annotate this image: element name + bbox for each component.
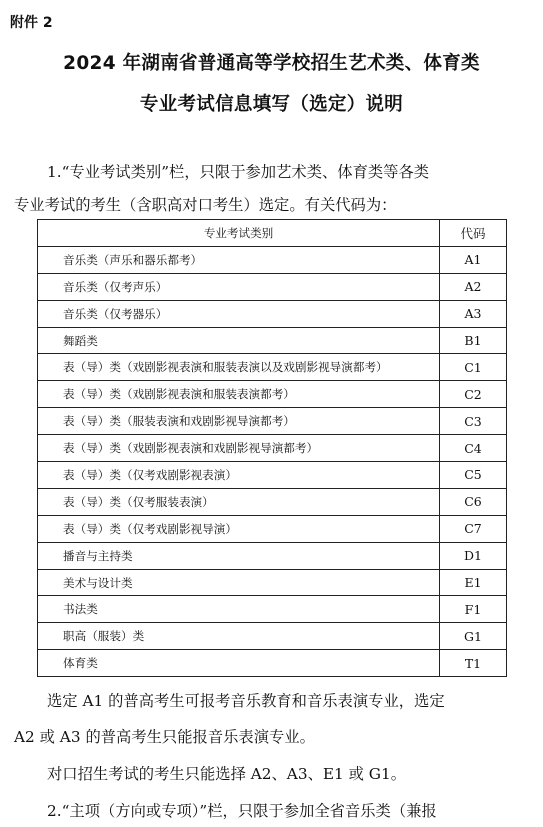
code-cell: C3 xyxy=(440,408,507,435)
paragraph-3: 对口招生考试的考生只能选择 A2、A3、E1 或 G1。 xyxy=(47,765,407,783)
paragraph-1-line-2: 专业考试的考生（含职高对口考生）选定。有关代码为： xyxy=(14,196,397,214)
paragraph-2-line-1: 选定 A1 的普高考生可报考音乐教育和音乐表演专业，选定 xyxy=(47,692,445,710)
table-row xyxy=(38,300,507,327)
code-cell: D1 xyxy=(440,542,507,569)
exam-category-table xyxy=(37,219,507,677)
code-cell: G1 xyxy=(440,623,507,650)
code-cell: C1 xyxy=(440,354,507,381)
code-cell: F1 xyxy=(440,596,507,623)
table-header-row xyxy=(38,220,507,247)
table-row xyxy=(38,542,507,569)
code-cell: A2 xyxy=(440,273,507,300)
table-body xyxy=(38,246,507,676)
table-row xyxy=(38,596,507,623)
document-title-line2: 专业考试信息填写（选定）说明 xyxy=(139,94,404,115)
category-cell: 音乐类（仅考器乐） xyxy=(38,300,440,327)
table-row xyxy=(38,462,507,489)
attachment-label: 附件 2 xyxy=(10,15,53,31)
table-row xyxy=(38,273,507,300)
code-cell: E1 xyxy=(440,569,507,596)
table-row xyxy=(38,515,507,542)
table-row xyxy=(38,246,507,273)
table-row xyxy=(38,327,507,354)
category-cell: 职高（服装）类 xyxy=(38,623,440,650)
category-cell: 表（导）类（仅考戏剧影视表演） xyxy=(38,462,440,489)
code-cell: C6 xyxy=(440,488,507,515)
category-cell: 表（导）类（服装表演和戏剧影视导演都考） xyxy=(38,408,440,435)
table-row xyxy=(38,408,507,435)
table-row xyxy=(38,650,507,677)
paragraph-4-line-1: 2.“主项（方向或专项）”栏，只限于参加全省音乐类（兼报 xyxy=(47,802,437,820)
table-row xyxy=(38,623,507,650)
category-cell: 体育类 xyxy=(38,650,440,677)
code-cell: B1 xyxy=(440,327,507,354)
code-cell: C5 xyxy=(440,462,507,489)
paragraph-2-line-2: A2 或 A3 的普高考生只能报音乐表演专业。 xyxy=(14,728,315,746)
category-cell: 表（导）类（戏剧影视表演和服装表演都考） xyxy=(38,381,440,408)
table-row xyxy=(38,488,507,515)
category-cell: 表（导）类（戏剧影视表演和服装表演以及戏剧影视导演都考） xyxy=(38,354,440,381)
category-cell: 播音与主持类 xyxy=(38,542,440,569)
code-cell: C4 xyxy=(440,435,507,462)
code-cell: C2 xyxy=(440,381,507,408)
category-cell: 舞蹈类 xyxy=(38,327,440,354)
category-cell: 书法类 xyxy=(38,596,440,623)
code-cell: T1 xyxy=(440,650,507,677)
table-row xyxy=(38,435,507,462)
table-row xyxy=(38,354,507,381)
table-header-category: 专业考试类别 xyxy=(38,220,440,247)
category-cell: 表（导）类（戏剧影视表演和戏剧影视导演都考） xyxy=(38,435,440,462)
code-cell: A3 xyxy=(440,300,507,327)
category-cell: 音乐类（仅考声乐） xyxy=(38,273,440,300)
code-cell: A1 xyxy=(440,246,507,273)
category-cell: 表（导）类（仅考服装表演） xyxy=(38,488,440,515)
category-cell: 音乐类（声乐和器乐都考） xyxy=(38,246,440,273)
category-cell: 美术与设计类 xyxy=(38,569,440,596)
paragraph-1-line-1: 1.“专业考试类别”栏，只限于参加艺术类、体育类等各类 xyxy=(47,163,430,181)
document-title-line1: 2024 年湖南省普通高等学校招生艺术类、体育类 xyxy=(63,53,480,74)
category-cell: 表（导）类（仅考戏剧影视导演） xyxy=(38,515,440,542)
table-row xyxy=(38,569,507,596)
table-header-code: 代码 xyxy=(440,220,507,247)
table-row xyxy=(38,381,507,408)
code-cell: C7 xyxy=(440,515,507,542)
